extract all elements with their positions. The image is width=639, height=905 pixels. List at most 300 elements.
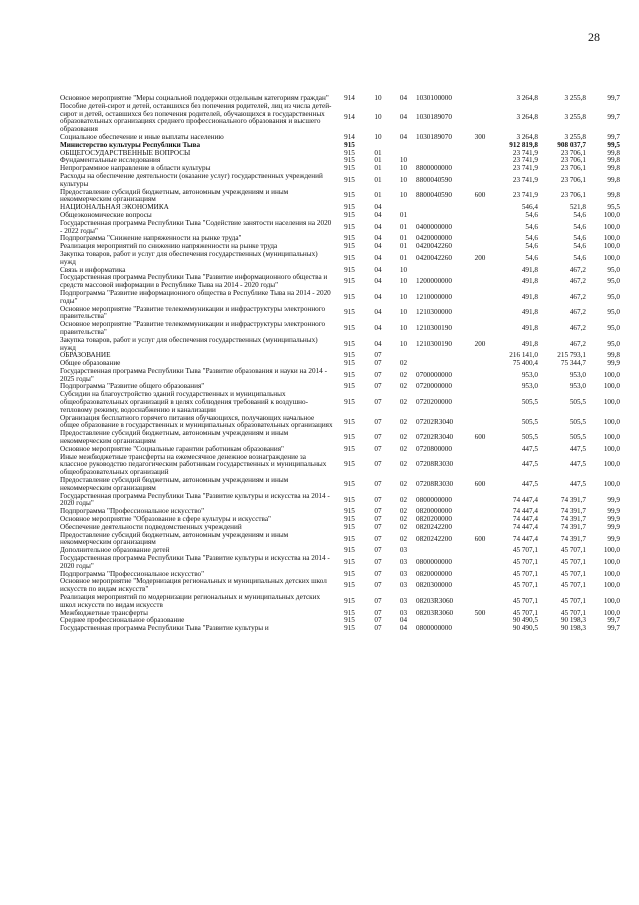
row-expense-type-code (470, 352, 490, 360)
row-planned-amount: 74 447,4 (512, 522, 538, 531)
table-row (60, 454, 620, 477)
row-expense-type-code (470, 508, 490, 516)
row-planned-amount: 45 707,1 (512, 557, 538, 566)
table-row (60, 173, 620, 189)
row-executed-amount: 467,2 (569, 277, 586, 286)
row-target-article-code: 0700000000 (416, 370, 452, 379)
row-subsection-code: 02 (399, 370, 408, 379)
row-target-article-code: 1030189070 (416, 113, 452, 122)
row-grbs-code: 915 (344, 596, 355, 605)
row-name: Фундаментальные исследования (60, 156, 161, 165)
row-executed-amount: 447,5 (569, 479, 586, 488)
row-target-article-code: 0720200000 (416, 398, 452, 407)
row-execution-percent: 95,0 (607, 292, 620, 301)
row-section-code: 07 (374, 522, 382, 531)
row-expense-type-code (470, 547, 490, 555)
row-grbs-code: 915 (344, 507, 355, 516)
row-expense-type-code (470, 204, 490, 212)
row-name: Основное мероприятие "Развитие телекоммуникации и инфраструктуры электронного правительства" (60, 304, 326, 321)
row-executed-amount: 3 255,8 (564, 132, 586, 141)
row-planned-amount: 3 264,8 (516, 94, 538, 102)
row-planned-amount: 505,5 (521, 417, 538, 426)
row-section-code: 07 (374, 569, 382, 578)
row-grbs-code: 915 (344, 156, 355, 165)
row-expense-type-code (470, 446, 490, 454)
row-executed-amount: 908 037,7 (557, 140, 586, 149)
row-name: Предоставление субсидий бюджетным, автономным учреждениям и иным некоммерческим организациям (60, 187, 289, 204)
row-expense-type-code (470, 267, 490, 275)
row-name: Государственная программа Республики Тыва "Развитие образования и науки на 2014 - 2025 годы" (60, 366, 327, 383)
row-executed-amount: 467,2 (569, 265, 586, 274)
row-grbs-code: 915 (344, 460, 355, 469)
row-subsection-code: 02 (399, 460, 408, 469)
row-name: ОБЩЕГОСУДАРСТВЕННЫЕ ВОПРОСЫ (60, 148, 191, 157)
row-target-article-code: 8800000000 (416, 164, 452, 173)
row-planned-amount: 74 447,4 (512, 495, 538, 504)
table-body (60, 95, 620, 633)
row-planned-amount: 447,5 (521, 460, 538, 469)
row-target-article-code: 0800000000 (416, 557, 452, 566)
row-execution-percent: 99,9 (607, 534, 620, 543)
row-target-article-code: 1210300000 (416, 308, 452, 317)
row-planned-amount: 447,5 (521, 479, 538, 488)
table-row (60, 430, 620, 446)
row-expense-type-code (470, 142, 490, 150)
row-subsection-code: 10 (399, 308, 408, 317)
row-section-code: 07 (374, 616, 382, 625)
row-target-article-code: 08203R3060 (416, 596, 454, 605)
row-grbs-code: 915 (344, 359, 355, 368)
row-subsection-code: 04 (399, 113, 408, 122)
row-section-code: 07 (374, 398, 382, 407)
row-section-code: 01 (374, 164, 382, 173)
row-section-code: 07 (374, 370, 382, 379)
row-executed-amount: 45 707,1 (560, 581, 586, 590)
row-planned-amount: 491,8 (521, 277, 538, 286)
row-subsection-code: 02 (399, 444, 408, 453)
row-subsection-code: 01 (399, 210, 408, 219)
row-name: Закупка товаров, работ и услуг для обеспечения государственных (муниципальных) нужд (60, 335, 318, 352)
row-planned-amount: 953,0 (521, 370, 538, 379)
row-expense-type-code (470, 165, 490, 173)
row-executed-amount: 54,6 (573, 222, 586, 231)
row-grbs-code: 915 (344, 557, 355, 566)
row-executed-amount: 54,6 (573, 210, 586, 219)
row-planned-amount: 54,6 (525, 234, 538, 243)
row-subsection-code: 02 (399, 417, 408, 426)
row-expense-type-code (470, 235, 490, 243)
row-subsection-code: 10 (399, 292, 408, 301)
row-target-article-code: 0800000000 (416, 624, 452, 633)
row-execution-percent: 100,0 (603, 608, 620, 617)
table-row (60, 337, 620, 353)
row-expense-type-code (470, 220, 490, 236)
table-row (60, 594, 620, 610)
row-subsection-code: 04 (399, 624, 408, 633)
row-target-article-code: 0720800000 (416, 444, 452, 453)
row-executed-amount: 447,5 (569, 444, 586, 453)
row-execution-percent: 100,0 (603, 557, 620, 566)
row-execution-percent: 99,7 (607, 624, 620, 633)
row-subsection-code: 04 (399, 616, 408, 625)
row-execution-percent: 100,0 (603, 460, 620, 469)
row-target-article-code: 1200000000 (416, 277, 452, 286)
row-planned-amount: 74 447,4 (512, 534, 538, 543)
row-name: Государственная программа Республики Тыва "Развитие культуры и искусства на 2014 - 2020 годы" (60, 554, 330, 570)
row-execution-percent: 99,9 (607, 507, 620, 516)
row-grbs-code: 915 (344, 203, 355, 212)
row-section-code: 07 (374, 596, 382, 605)
row-planned-amount: 23 741,9 (512, 148, 538, 157)
row-section-code: 07 (374, 444, 382, 453)
row-executed-amount: 74 391,7 (560, 522, 586, 531)
row-execution-percent: 99,7 (607, 94, 620, 102)
row-expense-type-code (470, 383, 490, 391)
row-section-code: 04 (374, 265, 382, 274)
row-execution-percent: 100,0 (603, 370, 620, 379)
row-grbs-code: 915 (344, 534, 355, 543)
row-subsection-code: 10 (399, 339, 408, 348)
row-grbs-code: 915 (344, 522, 355, 531)
row-execution-percent: 100,0 (603, 546, 620, 555)
row-executed-amount: 3 255,8 (564, 94, 586, 102)
row-expense-type-code (470, 454, 490, 477)
row-execution-percent: 95,0 (607, 339, 620, 348)
row-planned-amount: 54,6 (525, 222, 538, 231)
row-target-article-code: 0820200000 (416, 515, 452, 524)
table-row (60, 306, 620, 322)
row-target-article-code: 1210000000 (416, 292, 452, 301)
row-planned-amount: 75 400,4 (512, 359, 538, 368)
row-name: Подпрограмма "Снижение напряженности на рынке труда" (60, 234, 242, 243)
row-name: Государственная программа Республики Тыва "Развитие информационного общества и средств массовой информации в Республике Тыва на 2014 - 2020 годы" (60, 273, 328, 290)
row-target-article-code: 08203R3060 (416, 608, 454, 617)
row-subsection-code: 04 (399, 132, 408, 141)
table-row (60, 103, 620, 134)
table-row (60, 251, 620, 267)
row-name: Государственная программа Республики Тыва "Развитие культуры и искусства на 2014 - 2020 годы" (60, 491, 330, 508)
row-planned-amount: 23 741,9 (512, 164, 538, 173)
row-grbs-code: 915 (344, 444, 355, 453)
row-target-article-code: 0800000000 (416, 495, 452, 504)
row-section-code: 07 (374, 507, 382, 516)
row-section-code: 07 (374, 460, 382, 469)
row-grbs-code: 915 (344, 191, 355, 200)
row-executed-amount: 90 198,3 (560, 624, 586, 633)
row-name: Подпрограмма "Развитие общего образования" (60, 382, 205, 391)
row-executed-amount: 505,5 (569, 433, 586, 442)
row-grbs-code: 915 (344, 398, 355, 407)
row-executed-amount: 74 391,7 (560, 507, 586, 516)
row-grbs-code: 915 (344, 569, 355, 578)
row-planned-amount: 74 447,4 (512, 507, 538, 516)
row-target-article-code (416, 142, 470, 150)
row-name: Государственная программа Республики Тыва "Содействие занятости населения на 2020 - 2022 годы" (60, 218, 332, 235)
row-grbs-code: 915 (344, 608, 355, 617)
row-executed-amount: 74 391,7 (560, 515, 586, 524)
row-target-article-code: 0720000000 (416, 382, 452, 391)
row-execution-percent: 99,9 (607, 515, 620, 524)
row-name: Дополнительное образование детей (60, 546, 170, 555)
row-execution-percent: 100,0 (603, 417, 620, 426)
row-name: Непрограммное направление в области культуры (60, 164, 211, 173)
row-planned-amount: 23 741,9 (512, 191, 538, 200)
row-expense-type-code (470, 617, 490, 625)
row-planned-amount: 491,8 (521, 308, 538, 317)
row-planned-amount: 54,6 (525, 210, 538, 219)
row-grbs-code: 914 (344, 132, 355, 141)
row-executed-amount: 447,5 (569, 460, 586, 469)
row-executed-amount: 54,6 (573, 242, 586, 251)
row-section-code: 04 (374, 339, 382, 348)
row-subsection-code: 01 (399, 234, 408, 243)
row-expense-type-code (470, 306, 490, 322)
row-target-article-code (416, 204, 470, 212)
row-name: Основное мероприятие "Образование в сфере культуры и искусства" (60, 515, 271, 524)
row-planned-amount: 3 264,8 (516, 113, 538, 122)
row-planned-amount: 491,8 (521, 324, 538, 332)
row-subsection-code: 02 (399, 495, 408, 504)
row-target-article-code: 0420000000 (416, 234, 452, 243)
row-executed-amount: 467,2 (569, 339, 586, 348)
table-row (60, 625, 620, 633)
table-row (60, 532, 620, 548)
row-execution-percent: 100,0 (603, 210, 620, 219)
row-execution-percent: 99,7 (607, 132, 620, 141)
row-executed-amount: 3 255,8 (564, 113, 586, 122)
row-expense-type-code (470, 360, 490, 368)
row-expense-type-code: 200 (474, 253, 486, 262)
row-executed-amount: 505,5 (569, 417, 586, 426)
row-name: Социальное обеспечение и иные выплаты населению (60, 132, 224, 141)
row-expense-type-code (470, 516, 490, 524)
row-grbs-code: 915 (344, 222, 355, 231)
row-target-article-code: 0420042260 (416, 242, 452, 251)
row-planned-amount: 491,8 (521, 339, 538, 348)
row-grbs-code: 915 (344, 370, 355, 379)
page-number: 28 (588, 30, 600, 44)
row-executed-amount: 45 707,1 (560, 557, 586, 566)
table-row (60, 578, 620, 594)
row-grbs-code: 915 (344, 148, 355, 157)
row-section-code: 04 (374, 253, 382, 262)
row-expense-type-code (470, 415, 490, 431)
row-section-code: 10 (374, 94, 382, 102)
row-name: Государственная программа Республики Тыва "Развитие культуры и (60, 624, 269, 633)
row-grbs-code: 915 (344, 479, 355, 488)
row-target-article-code (416, 352, 470, 360)
row-execution-percent: 100,0 (603, 398, 620, 407)
row-section-code: 07 (374, 534, 382, 543)
row-planned-amount: 45 707,1 (512, 569, 538, 578)
row-section-code: 04 (374, 292, 382, 301)
row-name: Расходы на обеспечение деятельности (оказание услуг) государственных учреждений культуры (60, 171, 323, 188)
row-executed-amount: 45 707,1 (560, 608, 586, 617)
row-target-article-code: 0820242200 (416, 522, 452, 531)
row-executed-amount: 23 706,1 (560, 191, 586, 200)
row-section-code: 07 (374, 359, 382, 368)
table-row (60, 220, 620, 236)
row-grbs-code: 915 (344, 292, 355, 301)
row-execution-percent: 100,0 (603, 433, 620, 442)
row-name: Общеэкономические вопросы (60, 210, 152, 219)
row-grbs-code: 915 (344, 581, 355, 590)
row-executed-amount: 45 707,1 (560, 546, 586, 555)
row-target-article-code: 8800040590 (416, 175, 452, 184)
row-grbs-code: 915 (344, 616, 355, 625)
row-name: Основное мероприятие "Модернизация региональных и муниципальных детских школ искусств по видам искусств" (60, 577, 327, 594)
row-execution-percent: 100,0 (603, 479, 620, 488)
row-name: Предоставление субсидий бюджетным, автономным учреждениям и иным некоммерческим организациям (60, 530, 289, 547)
row-subsection-code: 10 (399, 324, 408, 332)
row-subsection-code: 01 (399, 253, 408, 262)
row-expense-type-code (470, 157, 490, 165)
row-grbs-code: 915 (344, 265, 355, 274)
row-section-code: 07 (374, 557, 382, 566)
row-name: Реализация мероприятий по модернизации региональных и муниципальных детских школ искусств по видам искусств (60, 593, 321, 609)
row-target-article-code: 07202R3040 (416, 433, 454, 442)
row-section-code: 07 (374, 581, 382, 590)
row-execution-percent: 100,0 (603, 382, 620, 391)
table-row (60, 290, 620, 306)
row-executed-amount: 75 344,7 (560, 359, 586, 368)
row-subsection-code: 02 (399, 534, 408, 543)
row-execution-percent: 99,7 (607, 113, 620, 122)
row-section-code: 07 (374, 382, 382, 391)
row-grbs-code: 914 (344, 94, 355, 102)
row-execution-percent: 99,9 (607, 495, 620, 504)
row-expense-type-code (470, 493, 490, 509)
row-target-article-code: 1030100000 (416, 94, 452, 102)
row-target-article-code: 07208R3030 (416, 460, 454, 469)
row-grbs-code: 915 (344, 140, 355, 149)
row-section-code: 07 (374, 351, 382, 360)
row-grbs-code: 915 (344, 242, 355, 251)
row-grbs-code: 915 (344, 433, 355, 442)
row-section-code: 04 (374, 234, 382, 243)
row-execution-percent: 99,7 (607, 616, 620, 625)
table-row (60, 189, 620, 205)
row-expense-type-code (470, 150, 490, 158)
row-executed-amount: 467,2 (569, 324, 586, 332)
row-execution-percent: 99,8 (607, 351, 620, 360)
row-planned-amount: 45 707,1 (512, 581, 538, 590)
row-execution-percent: 95,5 (607, 203, 620, 212)
row-target-article-code (416, 150, 470, 158)
row-name: Основное мероприятие "Меры социальной поддержки отдельным категориям граждан" (60, 94, 329, 102)
row-subsection-code: 03 (399, 557, 408, 566)
row-executed-amount: 23 706,1 (560, 175, 586, 184)
row-subsection-code: 04 (399, 94, 408, 102)
row-executed-amount: 45 707,1 (560, 596, 586, 605)
row-executed-amount: 74 391,7 (560, 534, 586, 543)
row-name: Пособие детей-сирот и детей, оставшихся без попечения родителей, лиц из числа детей-сирот и детей, оставшихся без попечения родителей, обучающихся в государственных образовательных организациях среднего профессионального образования и высшего образования (60, 101, 332, 134)
row-grbs-code: 915 (344, 495, 355, 504)
row-execution-percent: 100,0 (603, 242, 620, 251)
table-row (60, 415, 620, 431)
row-name: Связь и информатика (60, 265, 126, 274)
row-planned-amount: 491,8 (521, 265, 538, 274)
row-name: Основное мероприятие "Развитие телекоммуникации и инфраструктуры электронного правительства" (60, 320, 326, 336)
row-expense-type-code (470, 555, 490, 571)
row-section-code: 07 (374, 608, 382, 617)
table-row (60, 274, 620, 290)
row-section-code: 04 (374, 277, 382, 286)
row-executed-amount: 23 706,1 (560, 148, 586, 157)
row-expense-type-code (470, 571, 490, 579)
row-subsection-code: 03 (399, 569, 408, 578)
row-section-code: 04 (374, 222, 382, 231)
row-executed-amount: 90 198,3 (560, 616, 586, 625)
row-grbs-code: 915 (344, 324, 355, 332)
row-grbs-code: 915 (344, 253, 355, 262)
row-subsection-code: 03 (399, 546, 408, 555)
row-name: Основное мероприятие "Социальные гарантии работникам образования" (60, 444, 284, 453)
row-planned-amount: 216 141,0 (509, 351, 538, 360)
row-expense-type-code (470, 274, 490, 290)
row-executed-amount: 521,8 (569, 203, 586, 212)
row-executed-amount: 74 391,7 (560, 495, 586, 504)
row-section-code: 10 (374, 132, 382, 141)
row-subsection-code: 10 (399, 277, 408, 286)
row-expense-type-code: 200 (474, 339, 486, 348)
row-grbs-code: 914 (344, 113, 355, 122)
row-expense-type-code (470, 368, 490, 384)
row-planned-amount: 505,5 (521, 398, 538, 407)
row-subsection-code: 01 (399, 222, 408, 231)
table-row (60, 368, 620, 384)
row-execution-percent: 100,0 (603, 569, 620, 578)
row-section-code: 07 (374, 515, 382, 524)
row-target-article-code: 0400000000 (416, 222, 452, 231)
table-row (60, 391, 620, 414)
row-planned-amount: 74 447,4 (512, 515, 538, 524)
row-target-article-code: 0420042260 (416, 253, 452, 262)
row-executed-amount: 54,6 (573, 253, 586, 262)
row-expense-type-code (470, 290, 490, 306)
row-name: Организация бесплатного горячего питания обучающихся, получающих начальное общее образование в государственных и муниципальных образовательных организациях (60, 413, 333, 430)
row-target-article-code: 0820000000 (416, 507, 452, 516)
row-section-code: 04 (374, 210, 382, 219)
row-section-code: 10 (374, 113, 382, 122)
row-grbs-code: 915 (344, 382, 355, 391)
table-row (60, 493, 620, 509)
row-subsection-code: 03 (399, 608, 408, 617)
row-subsection-code: 02 (399, 433, 408, 442)
row-subsection-code: 10 (399, 164, 408, 173)
row-name: ОБРАЗОВАНИЕ (60, 351, 111, 360)
row-section-code: 04 (374, 308, 382, 317)
row-expense-type-code (470, 212, 490, 220)
row-planned-amount: 3 264,8 (516, 132, 538, 141)
row-expense-type-code (470, 103, 490, 134)
row-section-code: 04 (374, 242, 382, 251)
row-subsection-code (391, 142, 416, 150)
row-name: Общее образование (60, 359, 121, 368)
row-planned-amount: 912 819,8 (509, 140, 538, 149)
row-subsection-code: 03 (399, 596, 408, 605)
row-name: Подпрограмма "Развитие информационного общества в Республике Тыва на 2014 - 2020 годы" (60, 288, 331, 305)
row-target-article-code (416, 267, 470, 275)
row-expense-type-code: 500 (474, 608, 486, 617)
row-name: Обеспечение деятельности подведомственных учреждений (60, 522, 242, 531)
row-target-article-code: 1030189070 (416, 132, 452, 141)
row-name: Предоставление субсидий бюджетным, автономным учреждениям и иным некоммерческим организациям (60, 476, 289, 492)
row-executed-amount: 45 707,1 (560, 569, 586, 578)
row-expense-type-code (470, 243, 490, 251)
row-execution-percent: 100,0 (603, 581, 620, 590)
row-execution-percent: 100,0 (603, 253, 620, 262)
